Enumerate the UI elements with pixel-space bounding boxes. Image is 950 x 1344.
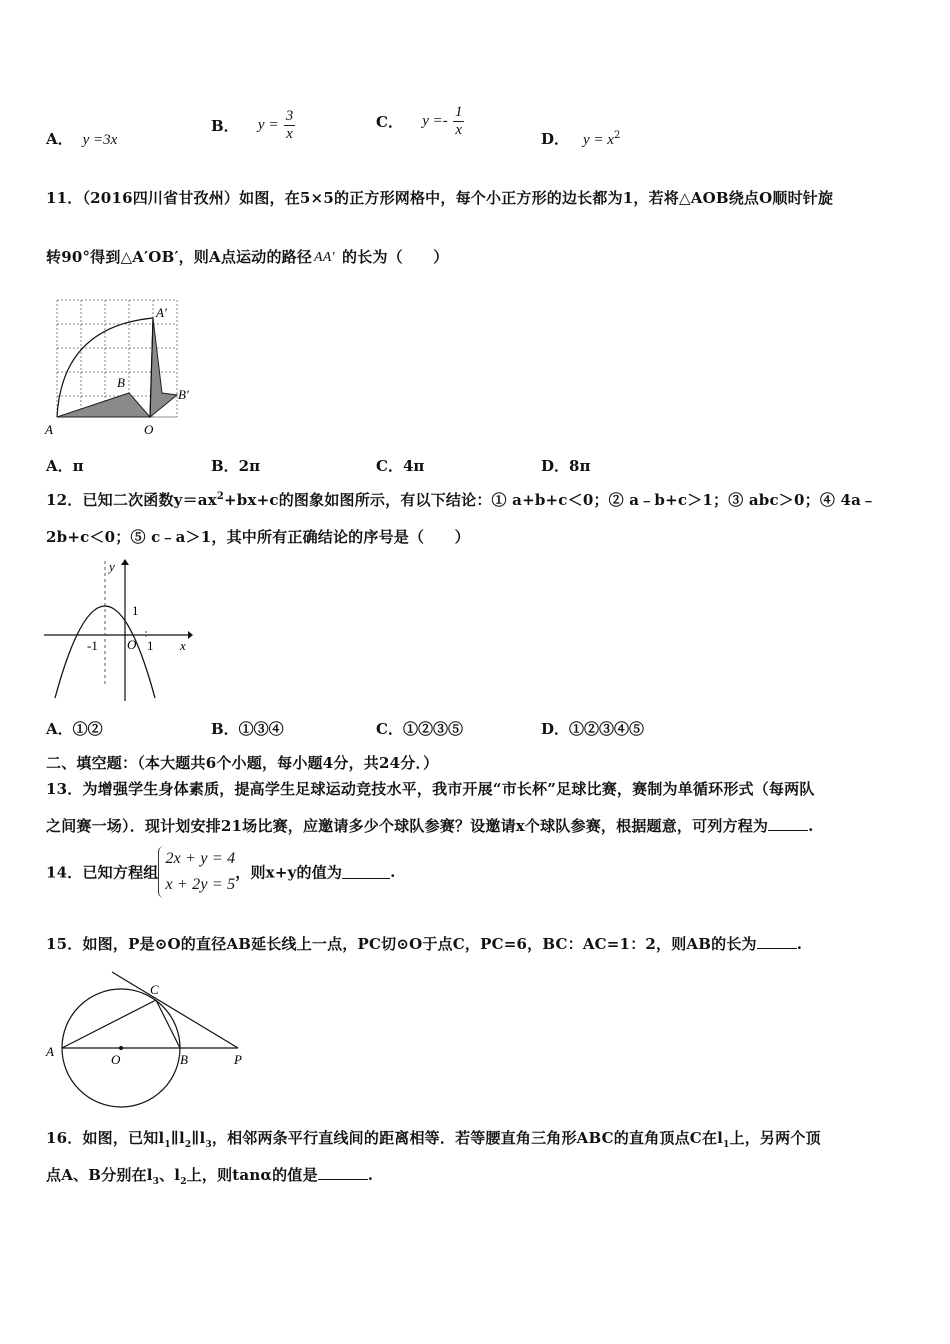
q15-figure <box>40 962 255 1112</box>
triangle-aob-rotated <box>150 318 177 417</box>
q12-option-a: A．①② <box>46 720 103 738</box>
q12-option-d: D．①②③④⑤ <box>541 720 645 738</box>
q10-option-c: C． y =- $\frac{1}{x}$ <box>376 104 463 138</box>
svg-text:B′: B′ <box>178 387 189 402</box>
q15: 15．如图，P是⊙O的直径AB延长线上一点，PC切⊙O于点C，PC=6，BC：AC=1：2，则AB的长为 . <box>46 935 803 953</box>
q11-option-d: D．8π <box>541 457 591 475</box>
svg-text:y: y <box>109 559 115 574</box>
q10-option-d: D． $y = x^2$ <box>541 130 621 148</box>
q11-line1: 11．（2016四川省甘孜州）如图，在5×5的正方形网格中，每个小正方形的边长都为1，若将△AOB绕点O顺时针旋 <box>46 189 834 207</box>
triangle-aob <box>57 393 150 417</box>
q14: 14．已知方程组 2x + y = 4 x + 2y = 5 ，则x+y的值为 . <box>46 846 396 898</box>
q16-line2: 点A、B分别在$l_3$、$l_2$上，则tanα的值是 . <box>46 1166 374 1187</box>
svg-text:O: O <box>127 637 137 652</box>
svg-text:-1: -1 <box>87 638 98 653</box>
q13-line1: 13．为增强学生身体素质，提高学生足球运动竞技水平，我市开展“市长杯”足球比赛，赛制为单循环形式（每两队 <box>46 780 815 798</box>
q16-line1: 16．如图，已知$l_1\parallel l_2\parallel l_3$，相邻两条平行直线间的距离相等．若等腰直角三角形ABC的直角顶点C在$l_1$上，另两个顶 <box>46 1129 821 1150</box>
svg-text:O: O <box>111 1052 121 1067</box>
answer-blank[interactable] <box>318 1166 368 1180</box>
q13-line2: 之间赛一场）．现计划安排21场比赛，应邀请多少个球队参赛？设邀请x个球队参赛，根据题意，可列方程为 . <box>46 817 814 835</box>
q12-line2: 2b+c＜0；⑤ c﹣a＞1，其中所有正确结论的序号是（ ） <box>46 528 470 546</box>
svg-text:1: 1 <box>132 603 139 618</box>
svg-text:1: 1 <box>147 638 154 653</box>
svg-text:A′: A′ <box>156 305 167 320</box>
q12-option-c: C．①②③⑤ <box>376 720 463 738</box>
section-2-heading: 二、填空题：（本大题共6个小题，每小题4分，共24分．） <box>46 754 439 772</box>
q12-line1: 12．已知二次函数$y=ax^2+bx+c$的图象如图所示，有以下结论：① a+b+c＜0；② a﹣b+c＞1；③ abc＞0；④ 4a﹣ <box>46 491 877 509</box>
svg-text:A: A <box>45 422 53 437</box>
q10-option-b: B． y = $\frac{3}{x}$ <box>211 108 294 142</box>
q11-figure <box>40 295 200 440</box>
svg-text:A: A <box>46 1044 54 1059</box>
answer-blank[interactable] <box>768 817 808 831</box>
q12-figure <box>40 553 195 705</box>
svg-text:P: P <box>234 1052 242 1067</box>
svg-text:B: B <box>117 375 125 390</box>
q10-option-a: A． y =3x <box>46 130 118 148</box>
q11-line2: 转90°得到△A′OB′，则A点运动的路径 AA' 的长为（ ） <box>46 248 449 266</box>
svg-text:x: x <box>180 638 186 653</box>
q11-option-a: A．π <box>46 457 84 475</box>
equation-system: 2x + y = 4 x + 2y = 5 <box>158 846 235 898</box>
svg-text:C: C <box>150 982 159 997</box>
answer-blank[interactable] <box>342 865 390 879</box>
tangent-line <box>112 972 238 1048</box>
answer-blank[interactable] <box>757 935 797 949</box>
q11-option-c: C．4π <box>376 457 425 475</box>
arc-label: AA' <box>314 250 335 265</box>
svg-text:B: B <box>180 1052 188 1067</box>
svg-text:O: O <box>144 422 154 437</box>
q11-option-b: B．2π <box>211 457 261 475</box>
q12-option-b: B．①③④ <box>211 720 284 738</box>
